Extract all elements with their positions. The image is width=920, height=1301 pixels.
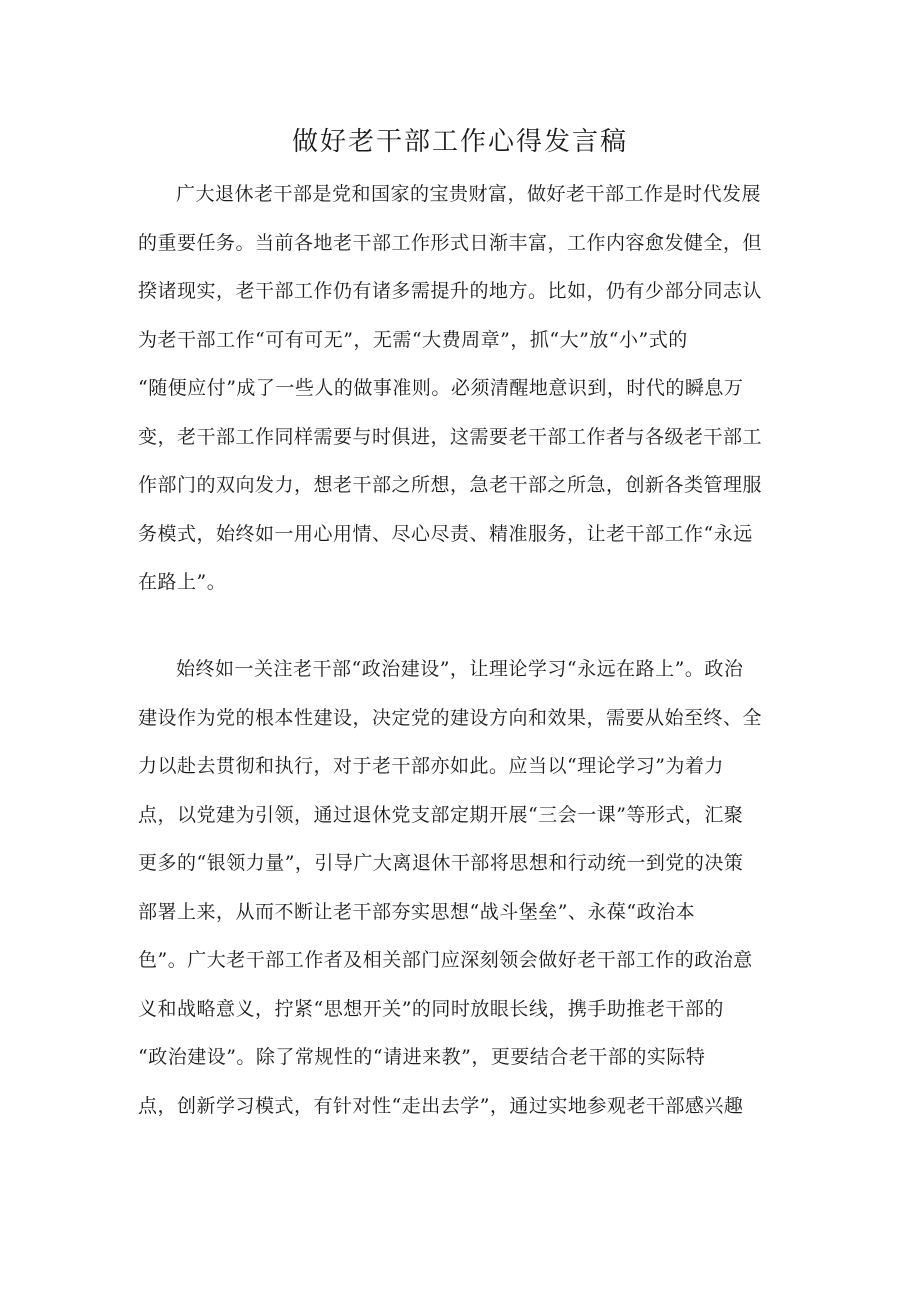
document-title: 做好老干部工作心得发言稿 — [291, 127, 628, 157]
text-line: 揆诸现实，老干部工作仍有诸多需提升的地方。比如，仍有少部分同志认 — [138, 280, 763, 302]
paragraph-2 — [138, 645, 786, 1130]
text-line: 更多的“银领力量”，引导广大离退休干部将思想和行动统一到党的决策 — [138, 852, 744, 874]
paragraph-1 — [138, 170, 786, 607]
text-line: 点，以党建为引领，通过退休党支部定期开展“三会一课”等形式，汇聚 — [138, 803, 744, 826]
text-line: 在路上”。 — [138, 571, 227, 593]
text-line: 力以赴去贯彻和执行，对于老干部亦如此。应当以“理论学习”为着力 — [138, 755, 724, 777]
text-line: 变，老干部工作同样需要与时俱进，这需要老干部工作者与各级老干部工 — [138, 425, 763, 448]
text-line: 广大退休老干部是党和国家的宝贵财富，做好老干部工作是时代发展 — [176, 183, 762, 205]
text-line: 部署上来，从而不断让老干部夯实思想“战斗堡垒”、永葆“政治本 — [138, 900, 696, 923]
text-line: “随便应付”成了一些人的做事准则。必须清醒地意识到，时代的瞬息万 — [138, 377, 744, 399]
text-line: 务模式，始终如一用心用情、尽心尽责、精准服务，让老干部工作“永远 — [138, 522, 753, 545]
text-line: 义和战略意义，拧紧“思想开关”的同时放眼长线，携手助推老干部的 — [138, 997, 724, 1020]
text-line: 为老干部工作“可有可无”，无需“大费周章”，抓“大”放“小”式的 — [138, 328, 688, 351]
text-line: “政治建设”。除了常规性的“请进来教”，更要结合老干部的实际特 — [138, 1046, 706, 1068]
text-line: 建设作为党的根本性建设，决定党的建设方向和效果，需要从始至终、全 — [138, 706, 763, 729]
text-line: 始终如一关注老干部“政治建设”，让理论学习“永远在路上”。政治 — [176, 658, 744, 680]
text-line: 点，创新学习模式，有针对性“走出去学”，通过实地参观老干部感兴趣 — [138, 1094, 744, 1117]
text-line: 作部门的双向发力，想老干部之所想，急老干部之所急，创新各类管理服 — [138, 474, 763, 496]
text-line: 的重要任务。当前各地老干部工作形式日渐丰富，工作内容愈发健全，但 — [138, 231, 763, 254]
text-line: 色”。广大老干部工作者及相关部门应深刻领会做好老干部工作的政治意 — [138, 949, 753, 971]
